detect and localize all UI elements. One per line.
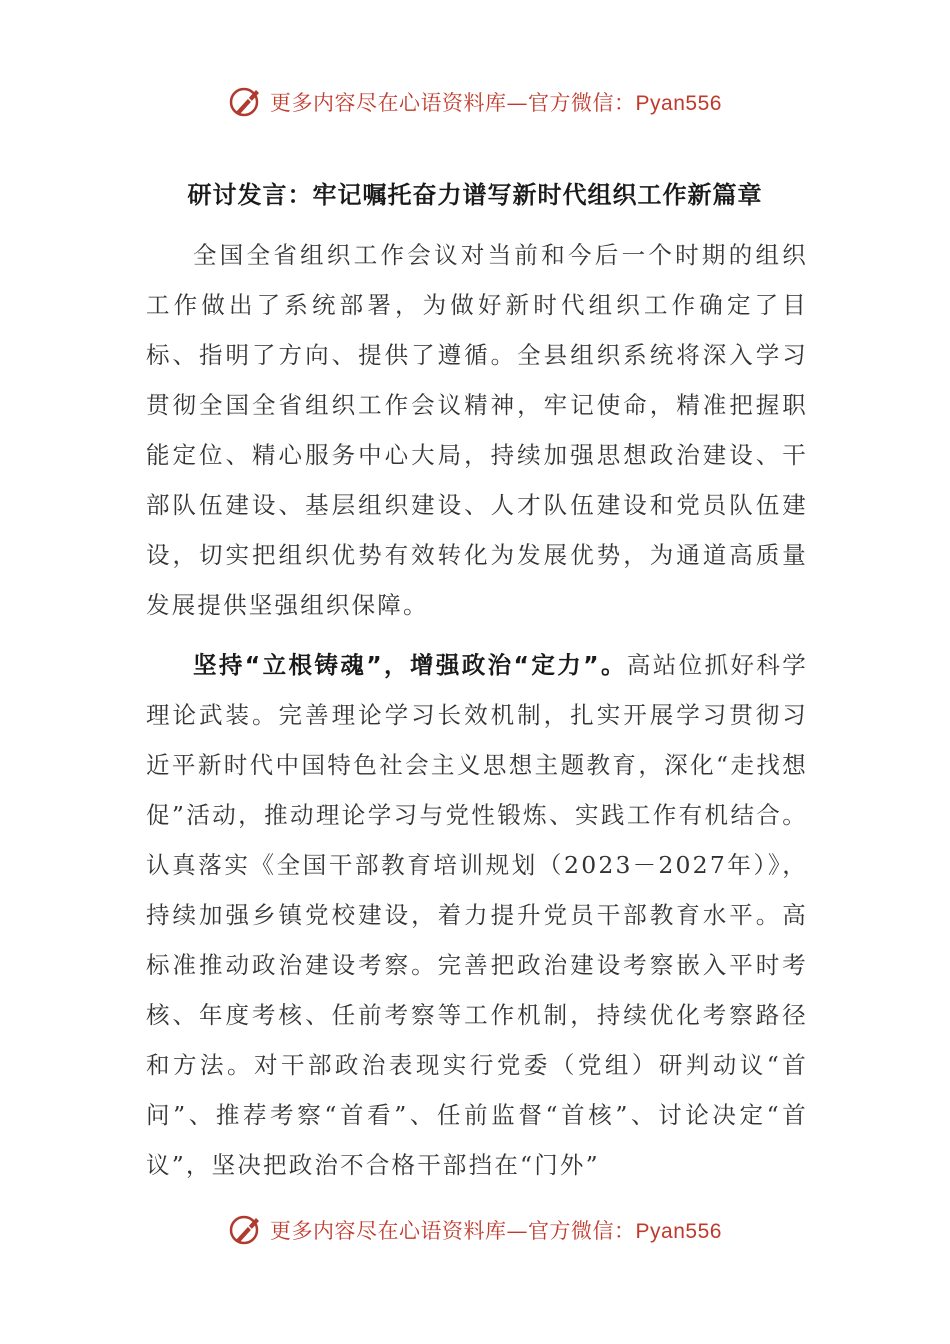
watermark-banner-bottom [0,1210,950,1250]
watermark-text: 更多内容尽在心语资料库—官方微信：Pyan556 [270,1219,722,1243]
quill-pen-logo-icon [228,1212,264,1248]
document-body-section-1 [146,230,808,630]
document-body-section-2 [146,640,808,1190]
watermark-banner-top [0,82,950,122]
quill-pen-logo-icon [228,84,264,120]
paragraph-lead-heading: 坚持“立根铸魂”，增强政治“定力”。 [193,651,627,679]
document-title: 研讨发言：牢记嘱托奋力谱写新时代组织工作新篇章 [187,181,763,209]
paragraph-intro: 全国全省组织工作会议对当前和今后一个时期的组织工作做出了系统部署，为做好新时代组织工作确定了目标、指明了方向、提供了遵循。全县组织系统将深入学习贯彻全国全省组织工作会议精神，牢记使命，精准把握职能定位、精心服务中心大局，持续加强思想政治建设、干部队伍建设、基层组织建设、人才队伍建设和党员队伍建设，切实把组织优势有效转化为发展优势，为通道高质量发展提供坚强组织保障。 [146,241,808,619]
paragraph-political [146,640,808,1190]
watermark-text: 更多内容尽在心语资料库—官方微信：Pyan556 [270,91,722,115]
paragraph-body: 高站位抓好科学理论武装。完善理论学习长效机制，扎实开展学习贯彻习近平新时代中国特色社会主义思想主题教育，深化“走找想促”活动，推动理论学习与党性锻炼、实践工作有机结合。认真落实《全国干部教育培训规划（2023－2027年）》，持续加强乡镇党校建设，着力提升党员干部教育水平。高标准推动政治建设考察。完善把政治建设考察嵌入平时考核、年度考核、任前考察等工作机制，持续优化考察路径和方法。对干部政治表现实行党委（党组）研判动议“首问”、推荐考察“首看”、任前监督“首核”、讨论决定“首议”，坚决把政治不合格干部挡在“门外” [146,651,808,1179]
